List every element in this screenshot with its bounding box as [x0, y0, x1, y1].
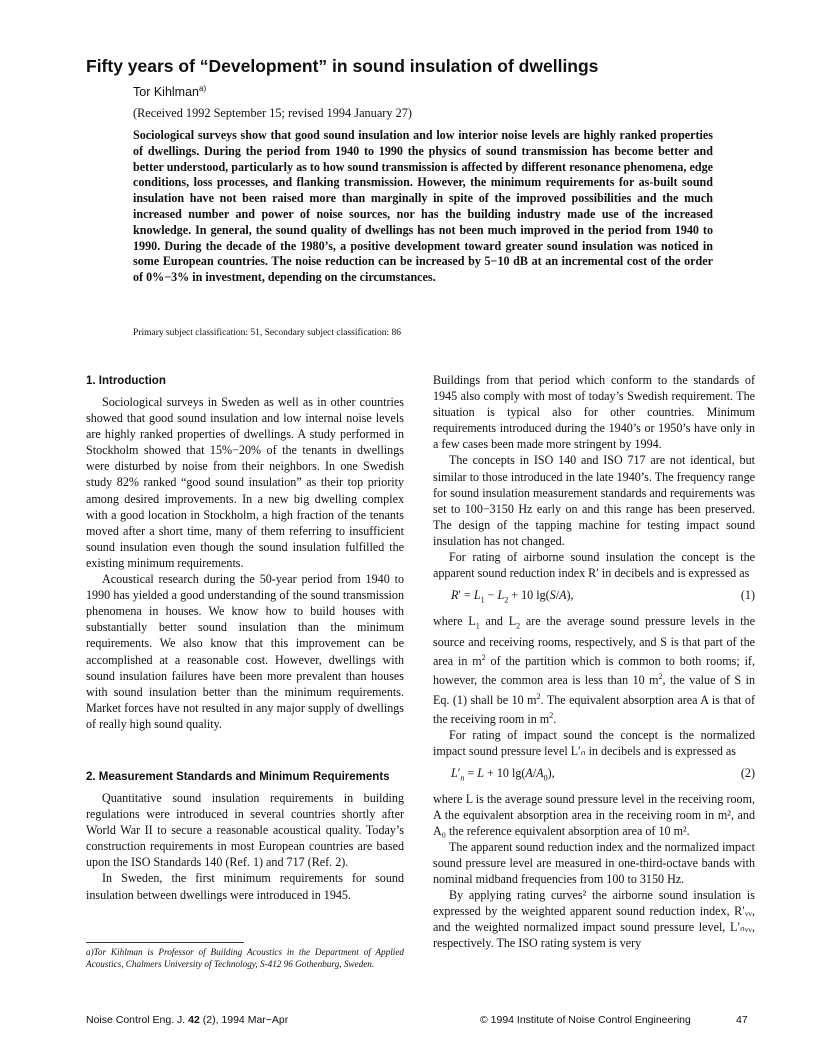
right-paragraph-2: The concepts in ISO 140 and ISO 717 are not identical, but similar to those introduced in the late 1940’s. The frequency range for sound insulation measurement standards and requirements was set to 100−3150 Hz early on and this range has been preserved. The design of the tapping machine for testing impact sound insulation has not changed.: [433, 453, 755, 548]
right-paragraph-3: For rating of airborne sound insulation the concept is the apparent sound reduction index R′ in decibels and is expressed as: [433, 550, 755, 581]
section2-paragraph-1: Quantitative sound insulation requirements in building regulations were introduced in several countries shortly after World War II to secure a reasonable acoustical quality. Today’s construction requirements in most European countries are based upon the ISO Standards 140 (Ref. 1) and 717 (Ref. 2).: [86, 790, 404, 870]
right-paragraph-4: where $L_1$ and $L_2$ are the average sound pressure levels in the source and receiving rooms, respectively, and S is that part of the area in $m^2$ of the partition which is common to both rooms; if, however, the common area is less than 10 $m^2$, the value of S in Eq. (1) shall be 10 $m^2$. The equivalent absorption area A is that of the receiving room in $m^2$.: [433, 613, 755, 726]
copyright-notice: © 1994 Institute of Noise Control Engineering: [480, 1014, 691, 1026]
equation-1-body: $R' = L_1 - L_2 + 10$ lg(S/A),: [451, 588, 574, 605]
equation-2-body: $L'_n = L + 10$ $\lg(A/A_0)$,: [451, 766, 555, 783]
section-heading-introduction: 1. Introduction: [86, 375, 166, 387]
left-column: [86, 374, 404, 903]
journal-name: Noise Control Eng. J.: [86, 1014, 186, 1026]
author-footnote: a)Tor Kihlman is Professor of Building Acoustics in the Department of Applied Acoustics, Chalmers University of Technology, S-412 96 Gothenburg, Sweden.: [86, 947, 404, 969]
equation-2: [433, 765, 755, 787]
right-paragraph-7: The apparent sound reduction index and the normalized impact sound pressure level are measured in one-third-octave bands with nominal midband frequencies from 100 to 3150 Hz.: [433, 839, 755, 886]
section-heading-measurement-standards: 2. Measurement Standards and Minimum Requirements: [86, 770, 390, 783]
author-name: Tor Kihlman: [133, 85, 199, 100]
section2-paragraph-2: In Sweden, the first minimum requirements for sound insulation between dwellings were introduced in 1945.: [86, 871, 404, 902]
abstract: Sociological surveys show that good sound insulation and low interior noise levels are highly ranked properties of dwellings. During the period from 1940 to 1990 the physics of sound transmission has become better and better understood, particularly as to how sound transmission is affected by different resonance phenomena, edge conditions, loss processes, and flanking transmission. However, the minimum requirements for as-built sound insulation have not been raised more than marginally in spite of the improved possibilities and the much increased number and power of noise sources, nor has the building industry made use of the increased knowledge. In general, the sound quality of dwellings has not been much improved in the period from 1940 to 1990. During the decade of the 1980’s, a positive development toward greater sound insulation was noticed in some European countries. The noise reduction can be increased by 5−10 dB at an incremental cost of the order of 0%−3% in investment, depending on the circumstances.: [133, 128, 713, 285]
intro-paragraph-1: Sociological surveys in Sweden as well as in other countries showed that good sound insulation and low internal noise levels are highly ranked properties of dwellings. A study performed in Stockholm showed that 15%−20% of the tenants in dwellings were disturbed by noise from their neighbors. In one Swedish study 82% ranked “good sound insulation” as their top priority among desired improvements. In a new big dwelling complex with a good location in Stockholm, a high fraction of the tenants moved after a short time, many of them referring to insufficient sound insulation even though the sound insulation fulfilled the existing minimum requirements.: [86, 395, 404, 570]
right-paragraph-8: By applying rating curves² the airborne sound insulation is expressed by the weighted apparent sound reduction index, R′ᵥᵥ, and the weighted normalized impact sound pressure level, L′ₙᵥᵥ, respectively. The ISO rating system is very: [433, 888, 755, 951]
equation-1-number: (1): [740, 588, 755, 603]
intro-paragraph-2: Acoustical research during the 50-year period from 1940 to 1990 has yielded a good understanding of the sound transmission phenomena in houses. We know how to build houses with substantially better sound insulation than the minimum requirements. We also know that this improvement can be accomplished at a reasonable cost. However, dwellings with sound insulation failures have been more prevalent than houses with sound insulation better than the minimum requirements. Market forces have not resulted in any major supply of dwellings of really high sound quality.: [86, 572, 404, 731]
author-affiliation-marker: a): [199, 84, 207, 93]
journal-issue: (2), 1994 Mar−Apr: [202, 1014, 289, 1026]
page-number: 47: [736, 1014, 748, 1026]
author-line: [133, 84, 206, 99]
journal-citation: [86, 1014, 288, 1026]
journal-volume: 42: [188, 1014, 200, 1026]
paper-title: Fifty years of “Development” in sound insulation of dwellings: [86, 56, 599, 76]
footnote-rule: [86, 942, 244, 943]
equation-1: [433, 587, 755, 609]
received-dates: (Received 1992 September 15; revised 1994 January 27): [133, 106, 412, 120]
right-column: [433, 372, 755, 951]
subject-classification: Primary subject classification: 51, Secondary subject classification: 86: [133, 328, 402, 338]
right-paragraph-6: where L is the average sound pressure level in the receiving room, A the equivalent absorption area in the receiving room in m², and A₀ the reference equivalent absorption area of 10 m².: [433, 791, 755, 838]
right-paragraph-1: Buildings from that period which conform to the standards of 1945 also comply with most of today’s Swedish requirement. The situation is typical also for other countries. Minimum requirements introduced during the 1940’s or 1950’s have only in a few cases been made more stringent by 1994.: [433, 373, 755, 452]
equation-2-number: (2): [740, 766, 755, 780]
right-paragraph-5: For rating of impact sound the concept is the normalized impact sound pressure level L′ₙ in decibels and is expressed as: [433, 727, 755, 758]
